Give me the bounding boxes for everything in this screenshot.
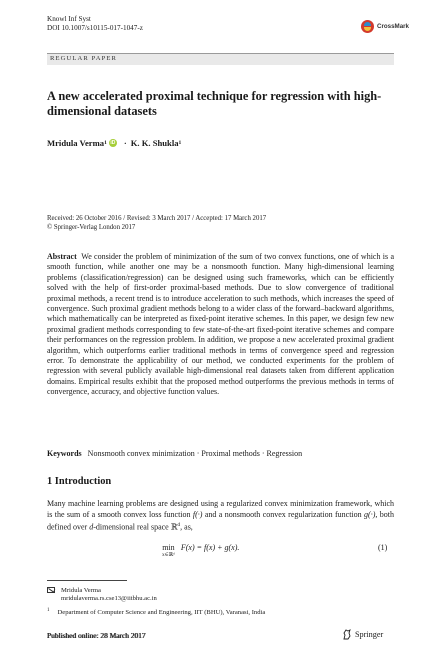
corresponding-author-name: Mridula Verma <box>61 587 101 594</box>
author-email[interactable]: mridulaverma.rs.cse13@iitbhu.ac.in <box>61 595 157 603</box>
intro-paragraph: Many machine learning problems are designed using a regularized convex minimization framework, which is the sum of a smooth convex loss function f(·) and a nonsmooth convex regularization function g(·), both defined over d-dimensional real space ℝ$^d$, as, <box>47 499 394 532</box>
orcid-icon[interactable]: iD <box>110 140 116 146</box>
copyright: © Springer-Verlag London 2017 <box>47 223 136 231</box>
publisher-logo <box>342 629 383 640</box>
keywords-heading: Keywords <box>47 449 82 458</box>
equation-min: min x∈ℝᵈ <box>162 543 175 558</box>
equation-body: F(x) = f(x) + g(x). <box>180 543 240 552</box>
author-separator: · <box>123 138 127 148</box>
author-affil-sup: 1 <box>104 140 107 146</box>
publisher-name: Springer <box>355 630 384 639</box>
equation-1 <box>162 543 239 558</box>
article-type: REGULAR PAPER <box>50 55 118 62</box>
author-name[interactable]: K. K. Shukla <box>130 138 179 148</box>
paper-title: A new accelerated proximal technique for regression with high-dimensional datasets <box>47 89 382 118</box>
journal-name: Knowl Inf Syst <box>47 15 91 23</box>
equation-number: (1) <box>378 543 388 552</box>
crossmark-link[interactable] <box>361 20 409 33</box>
keywords-text: Nonsmooth convex minimization · Proximal methods · Regression <box>87 449 303 458</box>
author-name[interactable]: Mridula Verma <box>47 138 105 148</box>
published-date: Published online: 28 March 2017 <box>47 631 146 640</box>
doi[interactable]: DOI 10.1007/s10115-017-1047-z <box>47 24 143 32</box>
envelope-icon <box>47 587 55 593</box>
article-history <box>47 215 266 233</box>
crossmark-label: CrossMark <box>377 23 409 30</box>
footnote-rule <box>47 580 127 581</box>
history-dates: Received: 26 October 2016 / Revised: 3 March 2017 / Accepted: 17 March 2017 <box>47 215 267 222</box>
affiliation: $^1$ Department of Computer Science and Engineering, IIT (BHU), Varanasi, India <box>47 608 266 617</box>
abstract-heading: Abstract <box>47 252 77 261</box>
keywords <box>47 449 394 459</box>
author-list <box>47 138 181 148</box>
abstract <box>47 252 394 398</box>
author-affil-sup: 1 <box>178 140 182 146</box>
springer-horse-icon <box>342 629 352 640</box>
journal-header <box>47 15 143 33</box>
affiliation-text: Department of Computer Science and Engineering, IIT (BHU), Varanasi, India <box>57 609 266 617</box>
crossmark-icon <box>361 20 374 33</box>
article-type-bar <box>47 53 394 65</box>
abstract-text: We consider the problem of minimization of the sum of two convex functions, one of which is a smooth function, while another one may be a nonsmooth function. Many high-dimensional learning problems (classification/regression) can be designed using such frameworks, which can be efficiently solved with the help of first-order proximal-based methods. Due to slow convergence of traditional proximal methods, a recent trend is to introduce acceleration to such methods, which increases the speed of convergence. Such proximal gradient methods belong to a wider class of the forward–backward algorithms, which mathematically can be interpreted as fixed-point iterative schemes. In this paper, we design few new proximal gradient methods corresponding to few state-of-the-art fixed-point iterative schemes and compare their performances on the regression problem. In addition, we propose a new accelerated proximal gradient algorithm, which outperforms earlier traditional methods in terms of convergence speed and regression error. To demonstrate the applicability of our method, we conducted experiments for the problem of regression with several publicly available high-dimensional real datasets taken from different application domains. Empirical results exhibit that the proposed method outperforms the previous methods in terms of convergence, accuracy, and objective function values. <box>47 252 394 397</box>
section-heading: 1 Introduction <box>47 476 112 487</box>
corresponding-author <box>47 587 157 603</box>
